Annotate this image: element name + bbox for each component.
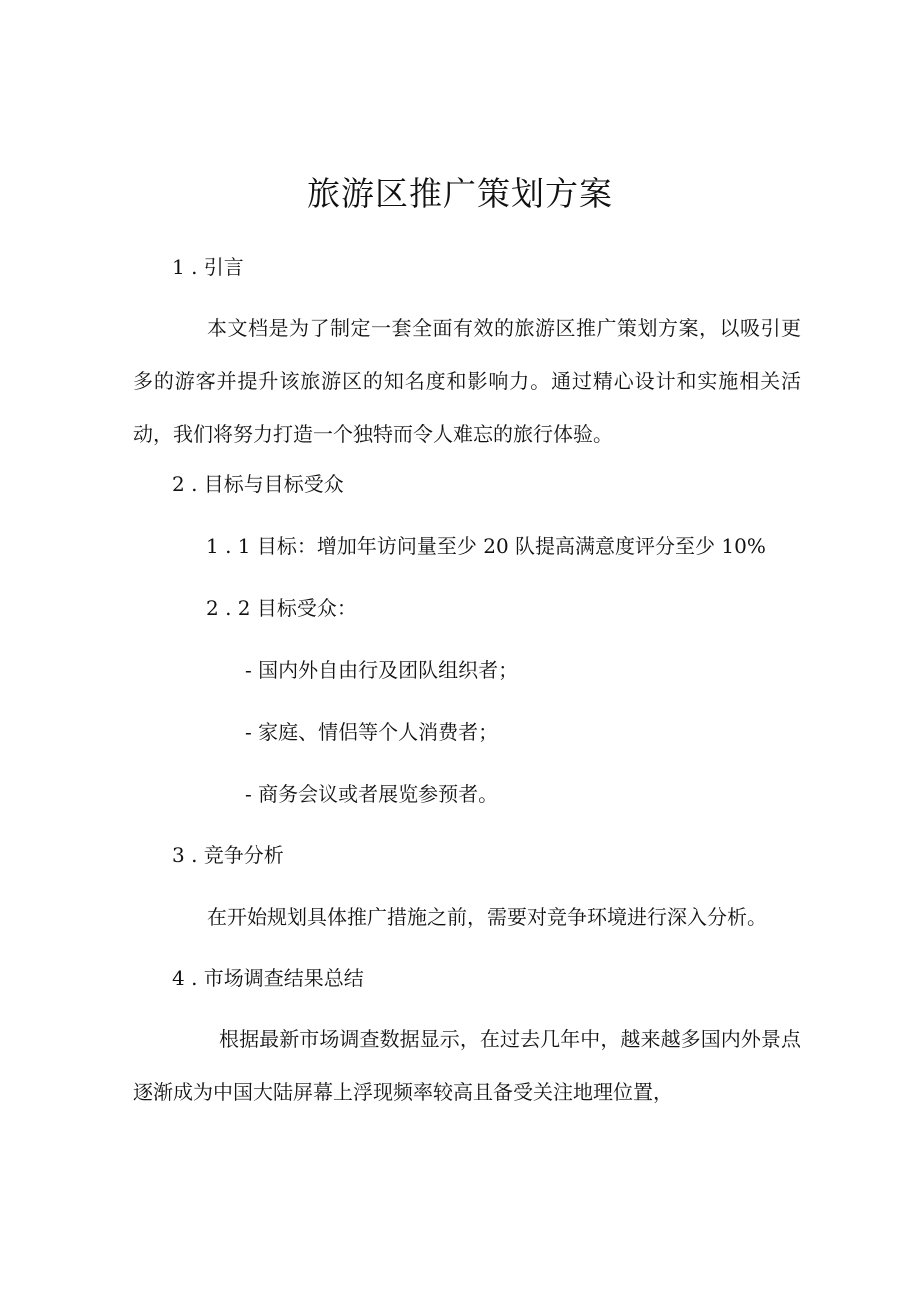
section-3-body: 在开始规划具体推广措施之前，需要对竞争环境进行深入分析。 xyxy=(207,905,767,929)
section-4-heading: 4 . 市场调查结果总结 xyxy=(172,966,364,990)
audience-item: - 国内外自由行及团队组织者； xyxy=(245,658,519,682)
audience-item: - 家庭、情侣等个人消费者； xyxy=(245,720,499,744)
section-1-heading: 1 . 引言 xyxy=(172,255,244,279)
section-2-heading: 2 . 目标与目标受众 xyxy=(172,472,344,496)
section-2-1-goal: 1 . 1 目标：增加年访问量至少 20 队提高满意度评分至少 10% xyxy=(206,534,766,558)
section-1-body: 本文档是为了制定一套全面有效的旅游区推广策划方案，以吸引更多的游客并提升该旅游区的知名度和影响力。通过精心设计和实施相关活动，我们将努力打造一个独特而令人难忘的旅行体验。 xyxy=(133,316,801,446)
section-3-heading: 3 . 竞争分析 xyxy=(172,843,284,867)
section-2-2-audience-heading: 2 . 2 目标受众： xyxy=(206,596,357,620)
audience-item: - 商务会议或者展览参预者。 xyxy=(245,782,499,806)
document-title: 旅游区推广策划方案 xyxy=(307,174,613,213)
section-4-body: 根据最新市场调查数据显示，在过去几年中，越来越多国内外景点逐渐成为中国大陆屏幕上浮现频率较高且备受关注地理位置， xyxy=(133,1027,801,1104)
